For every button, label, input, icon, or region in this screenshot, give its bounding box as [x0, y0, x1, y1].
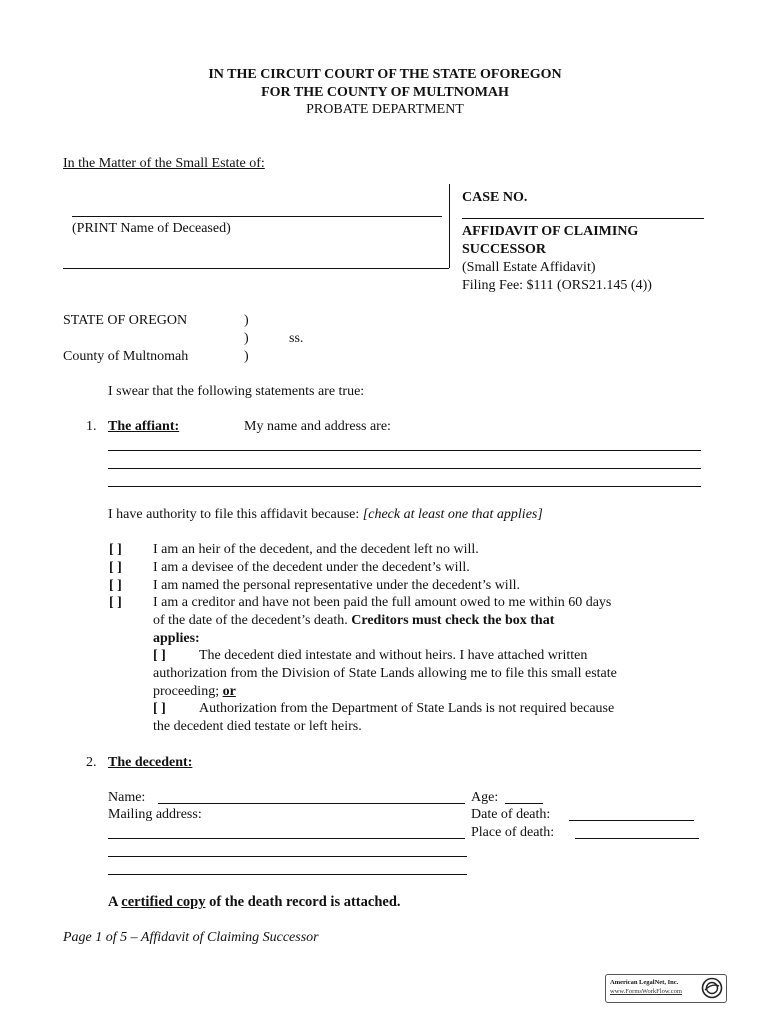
venue-paren-3: ) — [244, 349, 249, 364]
oath-statement: I swear that the following statements are true: — [108, 384, 365, 399]
age-label: Age: — [471, 790, 499, 805]
cert-suffix: of the death record is attached. — [205, 894, 401, 910]
authority-text: I have authority to file this affidavit because: — [108, 507, 363, 522]
case-no-line[interactable] — [462, 218, 704, 219]
authority-statement — [108, 506, 543, 524]
affiant-line-1[interactable] — [108, 450, 701, 451]
affiant-line-3[interactable] — [108, 486, 701, 487]
checkbox-devisee[interactable]: [ ] — [109, 560, 122, 575]
cert-prefix: A — [108, 894, 122, 910]
creditor-continued — [153, 612, 554, 630]
doc-subtitle: (Small Estate Affidavit) — [462, 260, 596, 275]
name-field-line[interactable] — [158, 803, 465, 804]
creditor-instruction: Creditors must check the box that — [351, 613, 555, 628]
section-1-title: The affiant: — [108, 419, 180, 434]
authority-hint: [check at least one that applies] — [362, 507, 543, 522]
caption-divider — [449, 184, 450, 268]
filing-fee: Filing Fee: $111 (ORS21.145 (4)) — [462, 278, 652, 293]
caption-bottom-line — [63, 268, 449, 269]
venue-state: STATE OF OREGON — [63, 313, 188, 328]
sub-option-not-required: Authorization from the Department of State Lands is not required because — [199, 701, 615, 716]
checkbox-personal-rep[interactable]: [ ] — [109, 578, 122, 593]
mailing-line-3[interactable] — [108, 874, 467, 875]
dod-label: Date of death: — [471, 807, 551, 822]
logo-url: www.FormsWorkFlow.com — [610, 988, 682, 995]
publisher-logo — [605, 974, 727, 1003]
venue-ss: ss. — [289, 331, 304, 346]
department-title: PROBATE DEPARTMENT — [306, 102, 464, 117]
print-name-label: (PRINT Name of Deceased) — [72, 221, 231, 236]
mailing-line-1[interactable] — [108, 838, 465, 839]
or-connector: or — [222, 684, 236, 699]
sub-option-intestate-2: authorization from the Division of State Lands allowing me to file this small estate — [153, 666, 617, 681]
checkbox-intestate[interactable]: [ ] — [153, 648, 166, 663]
pod-field-line[interactable] — [575, 838, 699, 839]
checkbox-heir[interactable]: [ ] — [109, 542, 122, 557]
cert-underlined: certified copy — [121, 894, 206, 910]
globe-icon — [701, 977, 723, 999]
option-creditor: I am a creditor and have not been paid the full amount owed to me within 60 days — [153, 595, 612, 610]
name-label: Name: — [108, 790, 146, 805]
court-title: IN THE CIRCUIT COURT OF THE STATE OFOREGON — [208, 67, 562, 82]
checkbox-creditor[interactable]: [ ] — [109, 595, 122, 610]
creditor-instruction-2: applies: — [153, 631, 200, 646]
venue-county: County of Multnomah — [63, 349, 189, 364]
dod-field-line[interactable] — [569, 820, 694, 821]
sub-option-intestate: The decedent died intestate and without heirs. I have attached written — [199, 648, 588, 663]
option-personal-rep: I am named the personal representative under the decedent’s will. — [153, 578, 520, 593]
section-2-title: The decedent: — [108, 755, 193, 770]
section-1-number: 1. — [86, 419, 97, 434]
matter-label: In the Matter of the Small Estate of: — [63, 156, 265, 171]
sub-option-not-required-2: the decedent died testate or left heirs. — [153, 719, 362, 734]
page-footer: Page 1 of 5 – Affidavit of Claiming Successor — [63, 930, 319, 945]
county-title: FOR THE COUNTY OF MULTNOMAH — [261, 85, 509, 100]
affiant-prompt: My name and address are: — [244, 419, 391, 434]
section-2-number: 2. — [86, 755, 97, 770]
case-no-label: CASE NO. — [462, 190, 528, 205]
doc-title-1: AFFIDAVIT OF CLAIMING — [462, 224, 639, 239]
affiant-line-2[interactable] — [108, 468, 701, 469]
creditor-cont-text: of the date of the decedent’s death. — [153, 613, 352, 628]
checkbox-not-required[interactable]: [ ] — [153, 701, 166, 716]
venue-paren-2: ) — [244, 331, 249, 346]
venue-paren-1: ) — [244, 313, 249, 328]
sub-option-intestate-3 — [153, 683, 236, 701]
mailing-label: Mailing address: — [108, 807, 202, 822]
logo-company: American LegalNet, Inc. — [610, 979, 679, 986]
proceeding-text: proceeding; — [153, 684, 223, 699]
certified-copy-statement — [108, 893, 401, 911]
pod-label: Place of death: — [471, 825, 555, 840]
mailing-line-2[interactable] — [108, 856, 467, 857]
deceased-name-line[interactable] — [72, 216, 442, 217]
age-field-line[interactable] — [505, 803, 543, 804]
option-heir: I am an heir of the decedent, and the decedent left no will. — [153, 542, 479, 557]
option-devisee: I am a devisee of the decedent under the decedent’s will. — [153, 560, 470, 575]
doc-title-2: SUCCESSOR — [462, 242, 547, 257]
